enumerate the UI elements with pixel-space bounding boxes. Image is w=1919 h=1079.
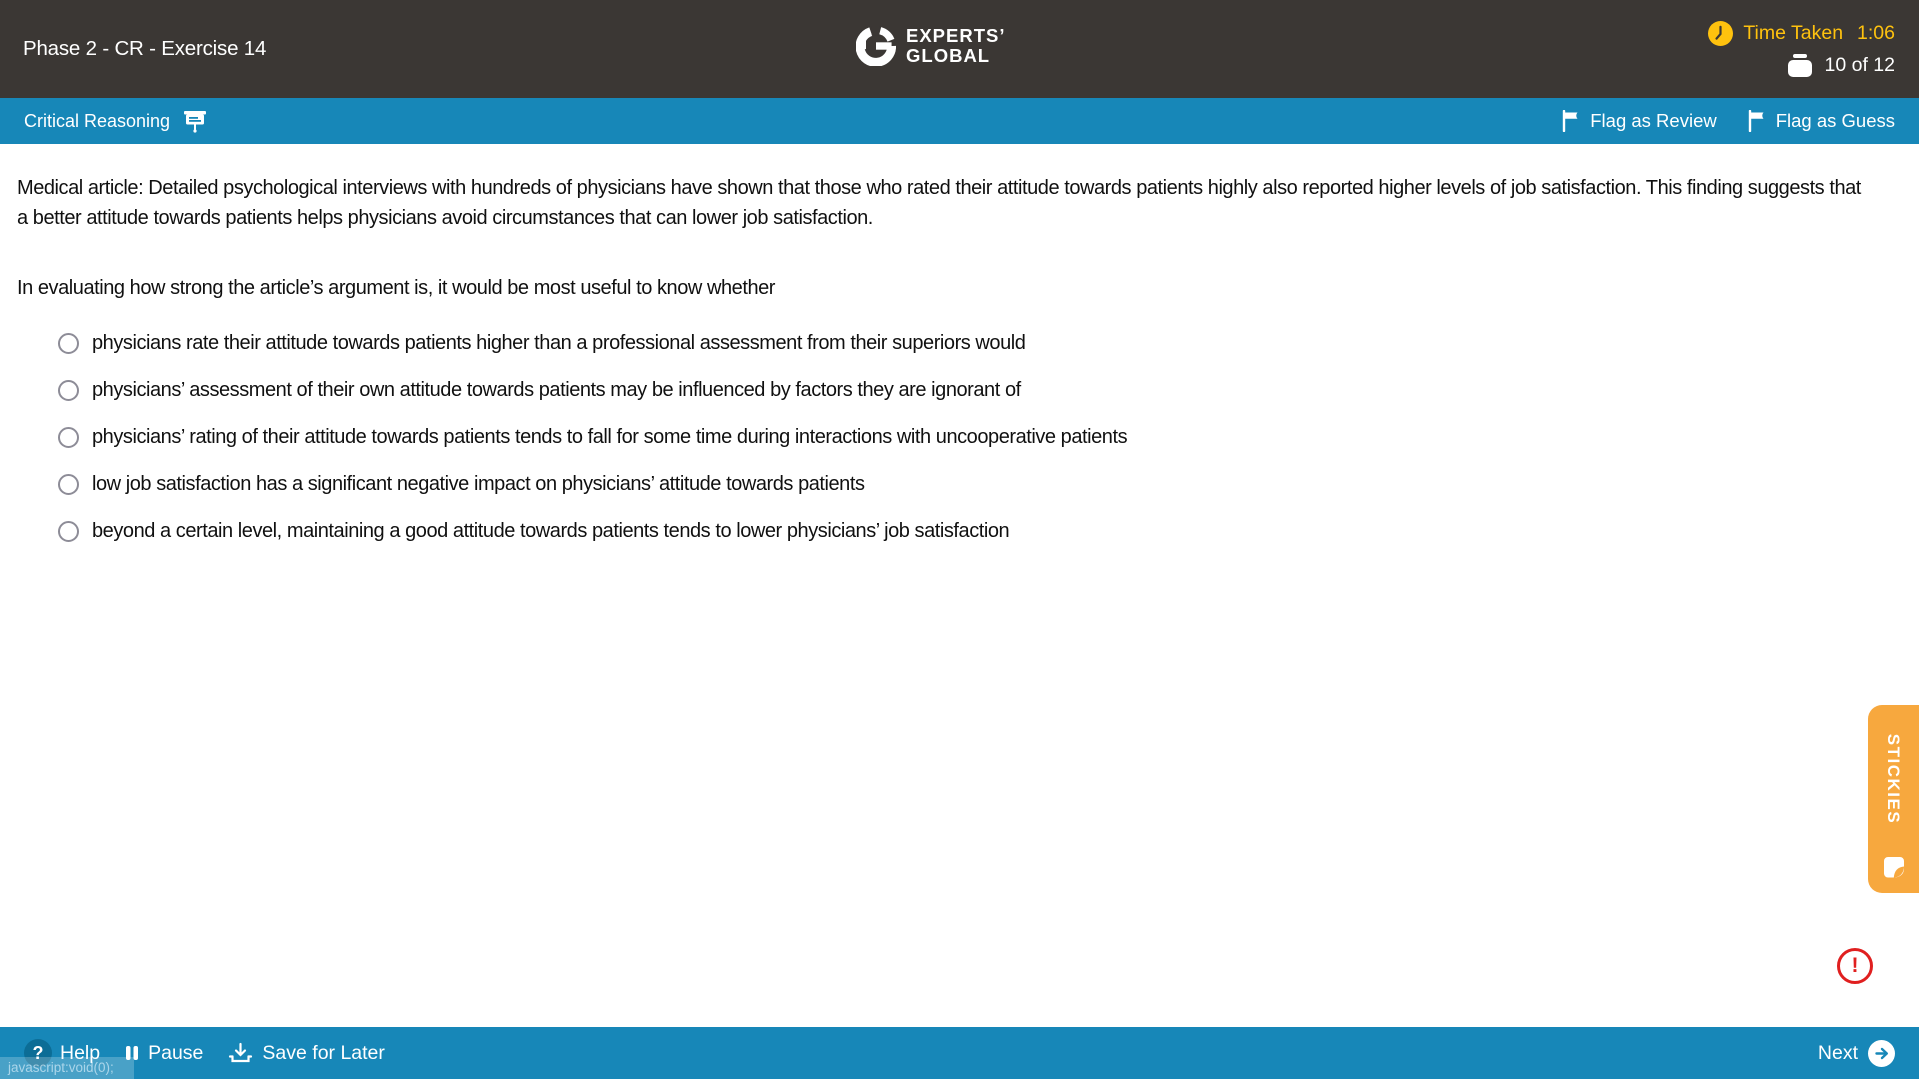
flag-as-guess-label: Flag as Guess — [1775, 110, 1895, 131]
brand-name: EXPERTS’ GLOBAL — [906, 25, 1006, 66]
stickies-tab[interactable] — [1868, 705, 1919, 893]
option-label: beyond a certain level, maintaining a good attitude towards patients tends to lower physicians’ job satisfaction — [92, 520, 1010, 542]
save-for-later-button[interactable] — [227, 1041, 384, 1066]
flag-icon — [1747, 110, 1767, 132]
option-label: low job satisfaction has a significant negative impact on physicians’ attitude towards patients — [92, 473, 865, 495]
option-radio[interactable] — [58, 521, 79, 542]
time-taken-label: Time Taken — [1743, 21, 1844, 44]
experts-global-logo-icon — [856, 26, 896, 66]
directions-board-icon[interactable] — [184, 110, 208, 133]
option-radio[interactable] — [58, 380, 79, 401]
download-icon — [227, 1041, 254, 1066]
save-for-later-label: Save for Later — [262, 1041, 385, 1064]
answer-option-a[interactable] — [58, 320, 1127, 367]
next-arrow-icon — [1868, 1040, 1895, 1067]
progress-text: 10 of 12 — [1824, 53, 1895, 76]
option-radio[interactable] — [58, 333, 79, 354]
option-radio[interactable] — [58, 474, 79, 495]
answer-option-d[interactable] — [58, 461, 1127, 508]
option-label: physicians’ assessment of their own attitude towards patients may be influenced by factors they are ignorant of — [92, 379, 1021, 401]
flag-as-guess-button[interactable] — [1747, 110, 1895, 132]
answer-options — [58, 320, 1127, 555]
question-area — [0, 144, 1919, 1027]
help-label: Help — [60, 1041, 101, 1064]
flag-as-review-label: Flag as Review — [1590, 110, 1717, 131]
brand-logo — [856, 26, 1006, 66]
alert-glyph: ! — [1851, 954, 1859, 977]
time-taken-value: 1:06 — [1857, 21, 1895, 44]
sticky-note-icon — [1880, 854, 1907, 881]
question-passage: Medical article: Detailed psychological interviews with hundreds of physicians have shown that those who rated their attitude towards patients highly also reported higher levels of job satisfaction. This finding suggests that a better attitude towards patients helps physicians avoid circumstances that can lower job satisfaction. — [17, 177, 1861, 229]
answer-option-c[interactable] — [58, 414, 1127, 461]
time-taken — [1708, 21, 1895, 46]
section-title: Critical Reasoning — [24, 110, 171, 131]
top-header — [0, 0, 1919, 98]
question-stem: In evaluating how strong the article’s argument is, it would be most useful to know whether — [17, 277, 775, 299]
next-button[interactable] — [1818, 1040, 1895, 1067]
footer-bar — [0, 1027, 1919, 1079]
answer-option-e[interactable] — [58, 508, 1127, 555]
section-bar — [0, 98, 1919, 144]
option-label: physicians rate their attitude towards patients higher than a professional assessment from their superiors would — [92, 332, 1026, 354]
report-problem-icon[interactable] — [1837, 948, 1873, 984]
answer-option-b[interactable] — [58, 367, 1127, 414]
next-label: Next — [1817, 1041, 1858, 1064]
help-icon: ? — [24, 1039, 52, 1067]
exercise-title: Phase 2 - CR - Exercise 14 — [23, 37, 267, 60]
flag-as-review-button[interactable] — [1561, 110, 1716, 132]
header-status — [1708, 0, 1895, 98]
question-stack-icon — [1787, 53, 1813, 78]
pause-button[interactable] — [124, 1042, 203, 1065]
option-radio[interactable] — [58, 427, 79, 448]
option-label: physicians’ rating of their attitude towards patients tends to fall for some time during interactions with uncooperative patients — [92, 426, 1128, 448]
clock-icon — [1708, 21, 1733, 46]
pause-label: Pause — [148, 1041, 204, 1064]
link-status-tooltip: javascript:void(0); — [0, 1057, 134, 1079]
question-progress — [1787, 53, 1895, 78]
stickies-label: STICKIES — [1884, 733, 1904, 825]
flag-icon — [1561, 110, 1581, 132]
